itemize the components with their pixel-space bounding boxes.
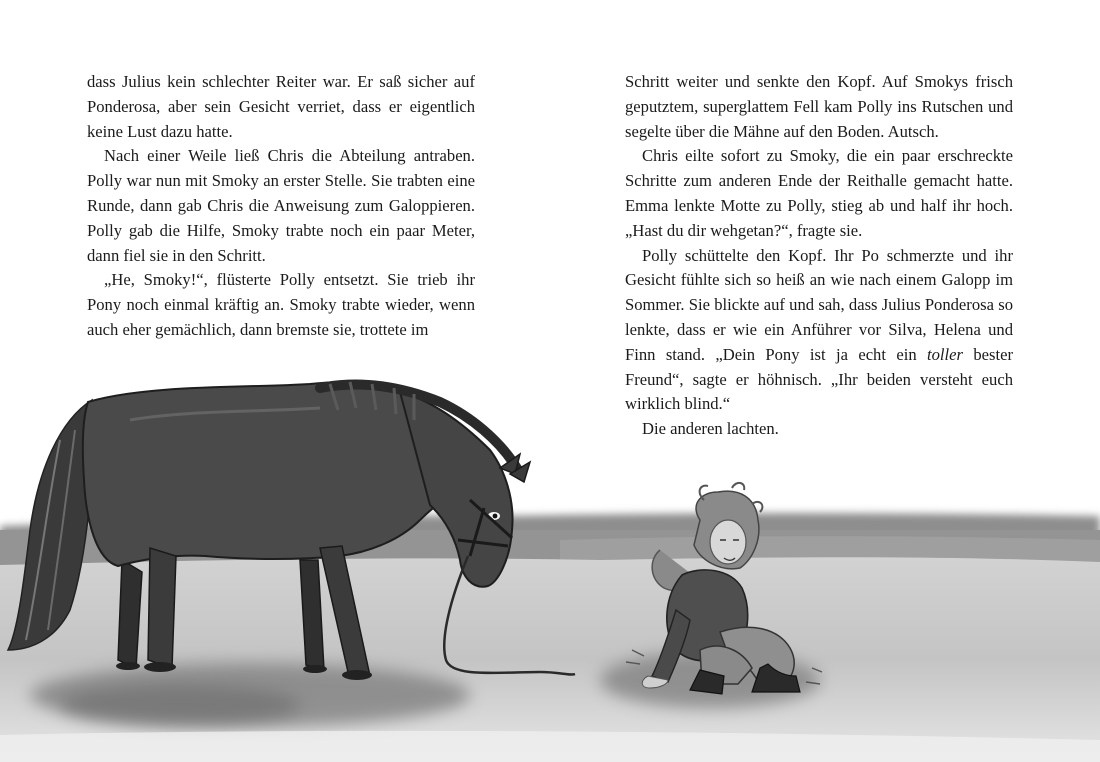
- right-paragraph-1: Schritt weiter und senkte den Kopf. Auf Smokys frisch geputztem, superglattem Fell kam Polly ins Rutschen und segelte über die Mähne auf den Boden. Autsch.: [625, 72, 1013, 141]
- left-page-text: [87, 70, 475, 343]
- right-paragraph-3: [625, 244, 1013, 418]
- left-paragraph-2: Nach einer Weile ließ Chris die Abteilung antraben. Polly war nun mit Smoky an erster Stelle. Sie trabten eine Runde, dann gab Chris die Anweisung zum Galoppieren. Polly gab die Hilfe, Smoky trabte noch ein paar Meter, dann fiel sie in den Schritt.: [87, 146, 475, 265]
- emphasized-word: toller: [927, 344, 963, 364]
- right-paragraph-4: Die anderen lachten.: [642, 419, 779, 439]
- right-paragraph-3-end: bester Freund“, sagte er höhnisch. „Ihr beiden versteht euch wirklich blind.“: [625, 344, 1013, 414]
- left-paragraph-3: „He, Smoky!“, flüsterte Polly entsetzt. Sie trieb ihr Pony noch einmal kräftig an. Smoky trabte wieder, wenn auch eher gemächlich, dann bremste sie, trottete im: [87, 270, 475, 339]
- left-paragraph-1: dass Julius kein schlechter Reiter war. Er saß sicher auf Ponderosa, aber sein Gesicht verriet, dass er eigentlich keine Lust dazu hatte.: [87, 72, 475, 141]
- right-paragraph-2: Chris eilte sofort zu Smoky, die ein paar erschreckte Schritte zum anderen Ende der Reithalle gemacht hatte. Emma lenkte Motte zu Polly, stieg ab und half ihr hoch. „Hast du dir wehgetan?“, fragte sie.: [625, 146, 1013, 240]
- right-paragraph-3-start: Polly schüttelte den Kopf. Ihr Po schmerzte und ihr Gesicht fühlte sich so heiß an wie nach einem Galopp im Sommer. Sie blickte auf und sah, dass Julius Ponderosa so lenkte, dass er wie ein Anführer vor Silva, Helena und Finn stand. „Dein Pony ist ja echt ein: [625, 245, 1013, 364]
- right-page-text: [625, 70, 1013, 442]
